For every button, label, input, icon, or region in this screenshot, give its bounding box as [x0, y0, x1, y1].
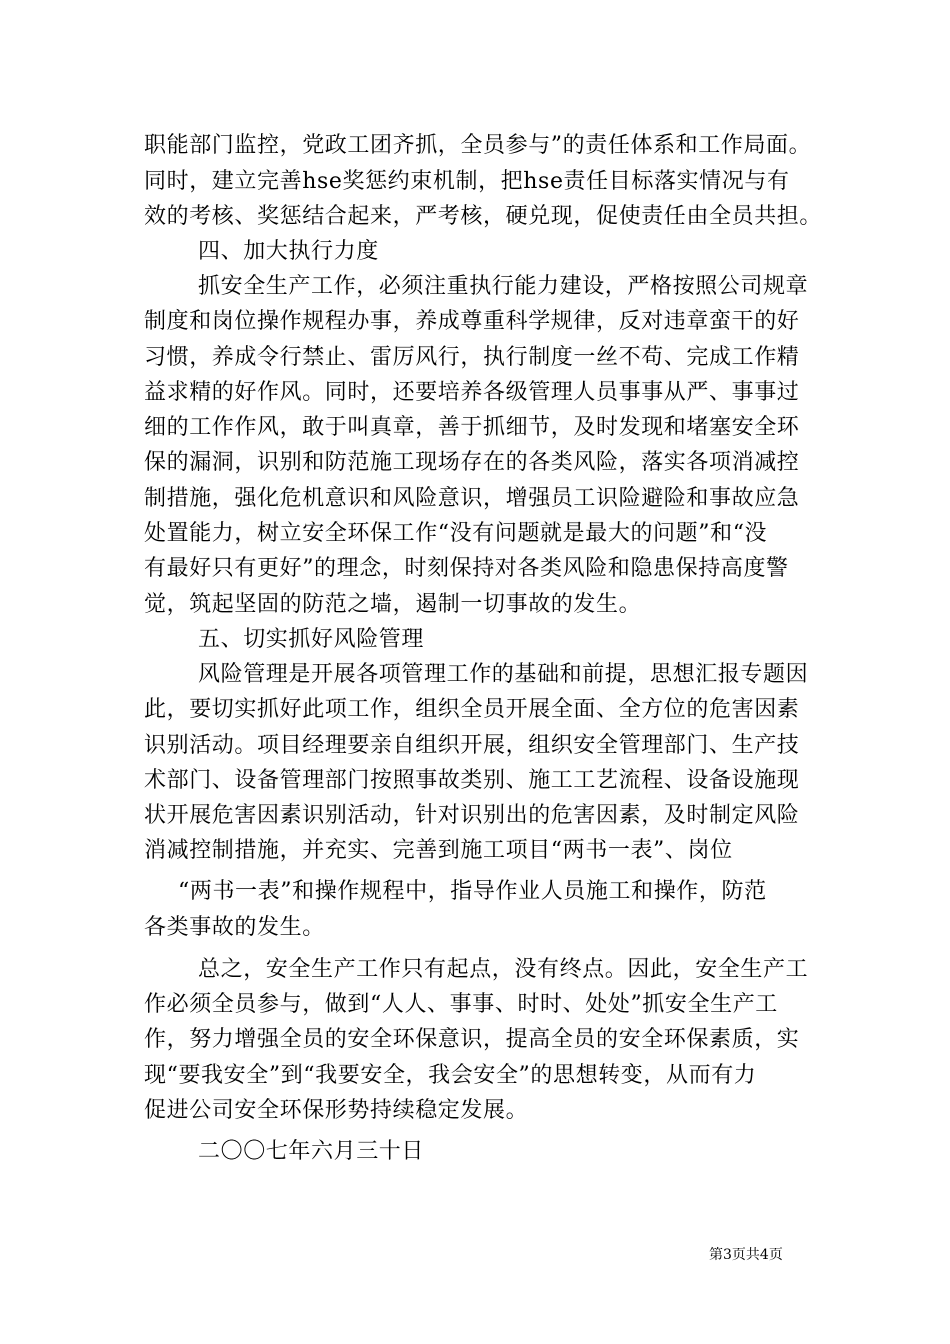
- body-line: 保的漏洞，识别和防范施工现场存在的各类风险，落实各项消减控: [144, 450, 800, 475]
- section-heading: 五、切实抓好风险管理: [198, 627, 425, 652]
- body-line: 术部门、设备管理部门按照事故类别、施工工艺流程、设备设施现: [144, 768, 800, 793]
- body-line: 作必须全员参与，做到“人人、事事、时时、处处”抓安全生产工: [144, 992, 778, 1017]
- body-line: 现“要我安全”到“我要安全，我会安全”的思想转变，从而有力: [144, 1063, 757, 1088]
- body-line: 处置能力，树立安全环保工作“没有问题就是最大的问题”和“没: [144, 521, 768, 546]
- section-heading: 四、加大执行力度: [198, 239, 379, 264]
- body-line: 识别活动。项目经理要亲自组织开展，组织安全管理部门、生产技: [144, 733, 800, 758]
- body-line: 此，要切实抓好此项工作，组织全员开展全面、全方位的危害因素: [144, 697, 800, 722]
- body-line: 风险管理是开展各项管理工作的基础和前提，思想汇报专题因: [198, 662, 809, 687]
- body-line: 有最好只有更好”的理念，时刻保持对各类风险和隐患保持高度警: [144, 556, 789, 581]
- body-line: 同时，建立完善hse奖惩约束机制，把hse责任目标落实情况与有: [144, 169, 790, 194]
- body-line: 各类事故的发生。: [144, 915, 325, 940]
- body-line: 制措施，强化危机意识和风险意识，增强员工识险避险和事故应急: [144, 486, 800, 511]
- body-line: 消减控制措施，并充实、完善到施工项目“两书一表”、岗位: [144, 838, 733, 863]
- body-line: 效的考核、奖惩结合起来，严考核，硬兑现，促使责任由全员共担。: [144, 204, 823, 229]
- body-line: 益求精的好作风。同时，还要培养各级管理人员事事从严、事事过: [144, 380, 800, 405]
- body-line: 习惯，养成令行禁止、雷厉风行，执行制度一丝不苟、完成工作精: [144, 345, 800, 370]
- body-line: 觉，筑起坚固的防范之墙，遏制一切事故的发生。: [144, 592, 642, 617]
- body-line: 细的工作作风，敢于叫真章，善于抓细节，及时发现和堵塞安全环: [144, 415, 800, 440]
- body-line: 作，努力增强全员的安全环保意识，提高全员的安全环保素质，实: [144, 1027, 800, 1052]
- body-line: 状开展危害因素识别活动，针对识别出的危害因素，及时制定风险: [144, 803, 800, 828]
- body-line: 抓安全生产工作，必须注重执行能力建设，严格按照公司规章: [198, 274, 809, 299]
- document-date: 二〇〇七年六月三十日: [198, 1139, 425, 1164]
- body-line: 总之，安全生产工作只有起点，没有终点。因此，安全生产工: [198, 957, 809, 982]
- page-number: 第3页共4页: [709, 1247, 783, 1263]
- body-line: 促进公司安全环保形势持续稳定发展。: [144, 1098, 529, 1123]
- body-line: “两书一表”和操作规程中，指导作业人员施工和操作，防范: [178, 879, 767, 904]
- body-line: 制度和岗位操作规程办事，养成尊重科学规律，反对违章蛮干的好: [144, 309, 800, 334]
- body-line: 职能部门监控，党政工团齐抓，全员参与”的责任体系和工作局面。: [144, 133, 812, 158]
